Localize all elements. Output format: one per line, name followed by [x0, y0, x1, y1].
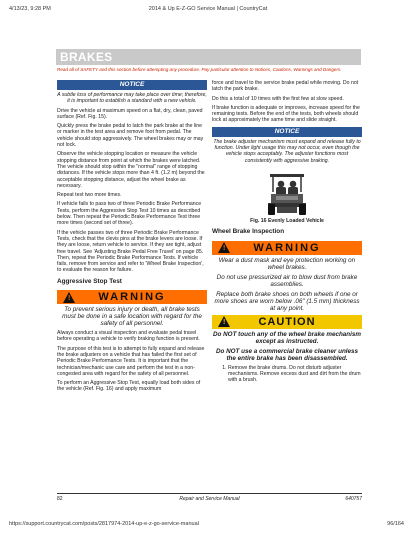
- caution-triangle-icon: !: [218, 316, 230, 327]
- warning-banner: [57, 290, 207, 304]
- wheel-brake-heading: Wheel Brake Inspection: [212, 228, 285, 236]
- print-page-counter: 96/164: [387, 521, 404, 527]
- notice-text: The brake adjuster mechanism must expand and release fully to function. Under light usage this may not occur, even though the vehicle stops acceptably. The adjuster functions most consistently with aggressive braking.: [213, 138, 361, 164]
- right-column: [212, 80, 362, 383]
- caution-banner: [212, 315, 362, 329]
- warning-text: Do not use pressurized air to blow dust from brake assemblies.: [216, 273, 358, 288]
- warning-banner: [212, 241, 362, 255]
- paragraph: Always conduct a visual inspection and evaluate pedal travel before operating a vehicle to verify braking function is present.: [57, 330, 200, 343]
- caution-text: Do NOT touch any of the wheel brake mechanism except as instructed.: [212, 330, 361, 345]
- notice-banner: NOTICE: [57, 80, 207, 90]
- aggressive-stop-heading: Aggressive Stop Test: [57, 277, 122, 285]
- print-url: https://support.countrycat.com/posts/2817974-2014-up-e-z-go-service-manual: [9, 521, 199, 527]
- paragraph: If the vehicle passes two of three Periodic Brake Performance Tests, check that the clevis pins at the brake levers are loose. If they are loose, return vehicle to service. If they are tight, adjust free travel. See 'Adjusting Brake Pedal Free Travel' on page 85. Then, repeat the Periodic Brake Performance Tests. If vehicle fails, remove from service and refer to 'Wheel Brake Inspection', to evaluate the reason for failure.: [57, 229, 204, 274]
- manual-page-footer: [57, 493, 362, 502]
- manual-code: 640757: [345, 496, 362, 502]
- warning-label: WARNING: [98, 291, 166, 304]
- warning-text: Wear a dust mask and eye protection working on wheel brakes.: [218, 256, 356, 271]
- safety-intro: Read all of SAFETY and this section before attempting any procedure. Pay particular attention to Notices, Cautions, Warnings and Dangers.: [57, 67, 342, 72]
- evenly-loaded-vehicle-illustration: [264, 170, 310, 216]
- paragraph: Quickly press the brake pedal to latch the park brake at the line or marker in the test area and remove foot from pedal. The vehicle should stop aggressively. The wheel brakes may or may not lock.: [57, 123, 204, 149]
- section-title: BRAKES: [60, 50, 113, 64]
- paragraph: If vehicle fails to pass two of three Periodic Brake Performance Tests, perform the Aggressive Stop Test 10 times as described below. Then repeat the Periodic Brake Performance Test three more times (second set of three).: [57, 201, 202, 227]
- procedure-step: 1. Remove the brake drums. Do not disturb adjuster mechanisms. Remove excess dust and dirt from the drum with a brush.: [228, 365, 362, 384]
- warning-text-block: [212, 257, 362, 312]
- paragraph: Drive the vehicle at maximum speed on a flat, dry, clean, paved surface (Ref. Fig. 15).: [57, 107, 203, 120]
- paragraph: force and travel to the service brake pedal while moving. Do not latch the park brake.: [212, 80, 359, 93]
- warning-label: WARNING: [253, 241, 321, 254]
- figure-caption: Fig. 16 Evenly Loaded Vehicle: [250, 217, 324, 224]
- paragraph: The purpose of this test is to attempt to fully expand and release the brake adjusters on a vehicle that has failed the first set of Periodic Brake Performance Tests. It is important that the technician/mechanic use care and perform the test in a non-congested area with regard for the safety of all personnel.: [57, 345, 205, 377]
- caution-text-block: [212, 331, 362, 362]
- print-page-title: 2014 & Up E-Z-GO Service Manual | CountryCat: [148, 6, 268, 12]
- paragraph: Do this a total of 10 times with the first few at slow speed.: [212, 95, 344, 102]
- manual-title: Repair and Service Manual: [179, 496, 240, 502]
- warning-triangle-icon: !: [63, 292, 75, 303]
- figure-16: [212, 170, 362, 216]
- paragraph: If brake function is adequate or improves, increase speed for the remaining tests. Before the end of the tests, both wheels should lock at approximately the same time and slide straight.: [212, 104, 360, 124]
- warning-text: Replace both brake shoes on both wheels if one or more shoes are worn below .06" (1.5 mm) thickness at any point.: [214, 290, 360, 312]
- paragraph: Repeat test two more times.: [57, 192, 122, 199]
- page-number: 82: [57, 496, 63, 502]
- notice-banner: NOTICE: [212, 127, 362, 137]
- caution-text: Do NOT use a commercial brake cleaner unless the entire brake has been disassembled.: [215, 347, 359, 362]
- paragraph: To perform an Aggressive Stop Test, equally load both sides of the vehicle (Ref. Fig. 16) and apply maximum: [57, 380, 201, 393]
- procedure-steps: [212, 365, 362, 384]
- caution-label: CAUTION: [258, 315, 316, 328]
- print-timestamp: 4/13/23, 9:28 PM: [9, 6, 51, 12]
- left-column: [57, 80, 207, 396]
- browser-print-header: [0, 0, 416, 16]
- notice-text: A subtle loss of performance may take place over time; therefore, it is important to establish a standard with a new vehicle.: [57, 92, 207, 105]
- section-banner: [56, 49, 361, 65]
- warning-triangle-icon: !: [218, 242, 230, 253]
- paragraph: Observe the vehicle stopping location or measure the vehicle stopping distance from point at which the brakes were latched. The vehicle should stop within the "normal" range of stopping distances. If the vehicle stops more than 4 ft. (1.2 m) beyond the acceptable stopping distance, adjust the wheel brake as necessary.: [57, 151, 205, 189]
- warning-text-block: [57, 306, 207, 327]
- warning-text: To prevent serious injury or death, all brake tests must be done in a safe location with regard for the safety of all personnel.: [62, 306, 202, 328]
